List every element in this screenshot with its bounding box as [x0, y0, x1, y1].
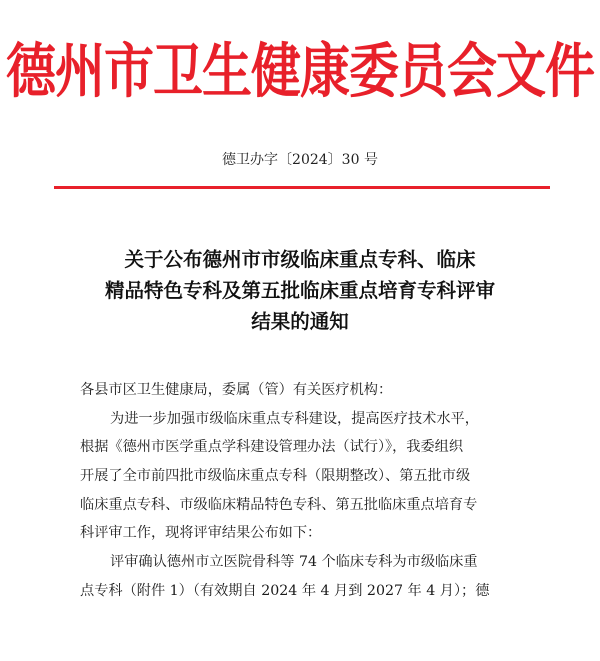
paragraph-line: 根据《德州市医学重点学科建设管理办法（试行）》，我委组织	[80, 439, 464, 456]
notice-title	[70, 244, 530, 337]
paragraph-line: 为进一步加强市级临床重点专科建设，提高医疗技术水平，	[110, 410, 479, 427]
paragraph-line: 点专科（附件 1）（有效期自 2024 年 4 月到 2027 年 4 月）；德	[80, 582, 490, 599]
document-number: 德卫办字〔2024〕30 号	[222, 152, 378, 168]
document-header-title: 德州市卫生健康委员会文件	[6, 35, 594, 106]
notice-title-line: 关于公布德州市市级临床重点专科、临床	[124, 248, 476, 271]
paragraph-line: 评审确认德州市立医院骨科等 74 个临床专科为市级临床重	[110, 554, 478, 571]
notice-title-line: 精品特色专科及第五批临床重点培育专科评审	[104, 279, 495, 302]
paragraph-line: 临床重点专科、市级临床精品特色专科、第五批临床重点培育专	[80, 496, 478, 513]
notice-title-line: 结果的通知	[251, 310, 349, 333]
paragraph-line: 开展了全市前四批市级临床重点专科（限期整改）、第五批市级	[80, 468, 471, 485]
header-red-rule	[54, 186, 550, 189]
paragraph-line: 科评审工作，现将评审结果公布如下：	[80, 525, 322, 542]
salutation: 各县市区卫生健康局，委属（管）有关医疗机构：	[80, 382, 393, 398]
notice-body	[80, 376, 550, 606]
